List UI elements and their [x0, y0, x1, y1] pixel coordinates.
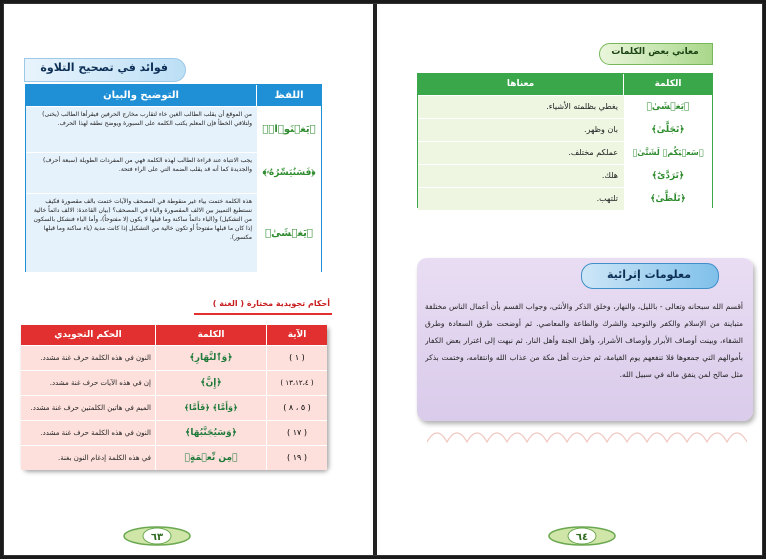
tajweed-title-text: أحكام تجويدية مختارة ( الغنة ) — [212, 299, 330, 308]
enrichment-paragraph: أقسم الله سبحانه وتعالى - بالليل، والنهار، وخلق الذكر والأنثى، وجواب القسم بأن أعمال الناس مختلفة متباينة من الإسلام والكفر والتوحيد والشرك والطاعة والمعاصي. ثم أوضحت طرق السعادة وطرق الشقاء، وبينت أوصاف الأبرار وأوصاف الأشرار، وأهل الجنة وأهل النار. ثم نبهت إلى اغترار بعض الكفار بأموالهم التي جمعوها فلا تنفعهم يوم القيامة، ثم حذرت أهل مكة من عذاب الله وانتقامه، وختمت بذكر مثل صالح لمن ينفق ماله في سبيل الله. — [425, 302, 743, 379]
meanings-meaning-cell: عملكم مختلف. — [418, 142, 624, 164]
tajweed-table — [21, 325, 327, 469]
meanings-word-cell: ﴿سَعۡيَكُمۡ لَشَتَّىٰ﴾ — [624, 142, 712, 164]
right-page — [377, 4, 762, 555]
benefits-header-word: اللفظ — [257, 85, 321, 106]
meanings-meaning-cell: بان وظهر. — [418, 119, 624, 141]
tajweed-word-cell: ﴿مِن نِّعۡمَةٍ﴾ — [155, 446, 266, 470]
tajweed-row — [21, 345, 327, 370]
tajweed-word-cell: ﴿إِنَّ﴾ — [155, 371, 266, 395]
benefits-word-cell: ﴿يَغۡنَوۡا۟﴾ — [257, 107, 321, 152]
meanings-word-cell: ﴿تَجَلَّىٰ﴾ — [624, 119, 712, 141]
meanings-meaning-cell: يغطي بظلمته الأشياء. — [418, 96, 624, 118]
benefits-header-explanation: التوضيح والبيان — [26, 85, 257, 106]
tajweed-ayah-cell: ( ١٧ ) — [266, 421, 327, 445]
benefits-row — [26, 152, 321, 193]
page-number: ٦٤ — [575, 532, 589, 543]
meanings-word-cell: ﴿يَغۡشَىٰ﴾ — [624, 96, 712, 118]
tajweed-ayah-cell: ( ١ ) — [266, 346, 327, 370]
tajweed-row — [21, 420, 327, 445]
meanings-row — [418, 187, 712, 210]
tajweed-word-cell: ﴿وَٱلنَّهَارِ﴾ — [155, 346, 266, 370]
meanings-row — [418, 141, 712, 164]
tajweed-word-cell: ﴿وَسَيُجَنَّبُهَا﴾ — [155, 421, 266, 445]
tajweed-ayah-cell: ( ١٩ ) — [266, 446, 327, 470]
book-spread — [3, 3, 763, 556]
benefits-text-cell: من الموقع أن يقلب الطالب الغين خاء لتقارب مخارج الحرفين فيقرأها الطالب (يخنى) ولتلافي الخطأ فإن المعلم يكتب الكلمة على السبورة ويوضح نطقه لهذا الحرف. — [26, 107, 257, 152]
meanings-word-cell: ﴿تَرَدَّىٰٓ﴾ — [624, 165, 712, 187]
meanings-table — [417, 73, 713, 208]
meanings-row — [418, 95, 712, 118]
tajweed-row — [21, 395, 327, 420]
tajweed-rule-cell: الميم في هاتين الكلمتين حرف غنة مشدد. — [21, 396, 155, 420]
benefits-title-text: فوائد في تصحيح التلاوة — [40, 61, 168, 74]
meanings-header-meaning: معناها — [418, 74, 624, 95]
meanings-row — [418, 164, 712, 187]
meanings-meaning-cell: هلك. — [418, 165, 624, 187]
meanings-header-word: الكلمة — [624, 74, 712, 95]
benefits-row — [26, 193, 321, 272]
benefits-row — [26, 106, 321, 152]
tajweed-rule-cell: في هذه الكلمة إدغام النون بغنة. — [21, 446, 155, 470]
benefits-table — [25, 84, 322, 272]
benefits-word-cell: ﴿يَغۡشَىٰ﴾ — [257, 194, 321, 272]
meanings-word-cell: ﴿تَلَظَّىٰ﴾ — [624, 188, 712, 210]
tajweed-rule-cell: النون في هذه الكلمة حرف غنة مشدد. — [21, 346, 155, 370]
tajweed-header-ayah: الآية — [267, 325, 327, 345]
benefits-word-cell: ﴿فَسَنُيَسِّرُهُۥ﴾ — [257, 153, 321, 193]
tajweed-row — [21, 445, 327, 470]
tajweed-rule-cell: إن في هذه الآيات حرف غنة مشدد. — [21, 371, 155, 395]
page-number: ٦٣ — [150, 532, 164, 543]
decorative-arches-icon — [427, 422, 747, 444]
meanings-title-text: معاني بعض الكلمات — [611, 47, 699, 57]
tajweed-ayah-cell: ( ١٣،١٢،٤ ) — [266, 371, 327, 395]
tajweed-word-cell: ﴿وَأَمَّا﴾ ﴿فَأَمَّا﴾ — [155, 396, 266, 420]
enrichment-title-text: معلومات إثرائية — [606, 268, 692, 281]
meanings-meaning-cell: تلتهب. — [418, 188, 624, 210]
meanings-row — [418, 118, 712, 141]
tajweed-header-rule: الحكم التجويدي — [21, 325, 156, 345]
tajweed-rule-cell: النون في هذه الكلمة حرف غنة مشدد. — [21, 421, 155, 445]
tajweed-row — [21, 370, 327, 395]
benefits-text-cell: هذه الكلمة ختمت بياء غير منقوطة في المصحف والآيات ختمت بالف مقصورة فكيف نستطيع التمييز بين الالف المقصورة والياء في المصحف؟ (بيان القاعدة: الالف دائماً خالية من التشكيل) و(الياء دائماً ساكنة وما قبلها لا يكون إلا مفتوحاً)، وأما الياء فنشكل بالسكون إذا كان ما قبلها مفتوحاً أو تكون خالية من التشكيل إذا كانت مدية (ياء ساكنة وما قبلها مكسور). — [26, 194, 257, 272]
tajweed-header-word: الكلمة — [156, 325, 267, 345]
left-page — [4, 4, 373, 555]
tajweed-ayah-cell: ( ٥ ، ٨ ) — [266, 396, 327, 420]
benefits-text-cell: يجب الانتباه عند قراءة الطالب لهذه الكلمة فهي من المفردات الطويلة (سبعة أحرف) والجديدة كما أنه قد يقلب الضمة التي على الراء فتحة. — [26, 153, 257, 193]
